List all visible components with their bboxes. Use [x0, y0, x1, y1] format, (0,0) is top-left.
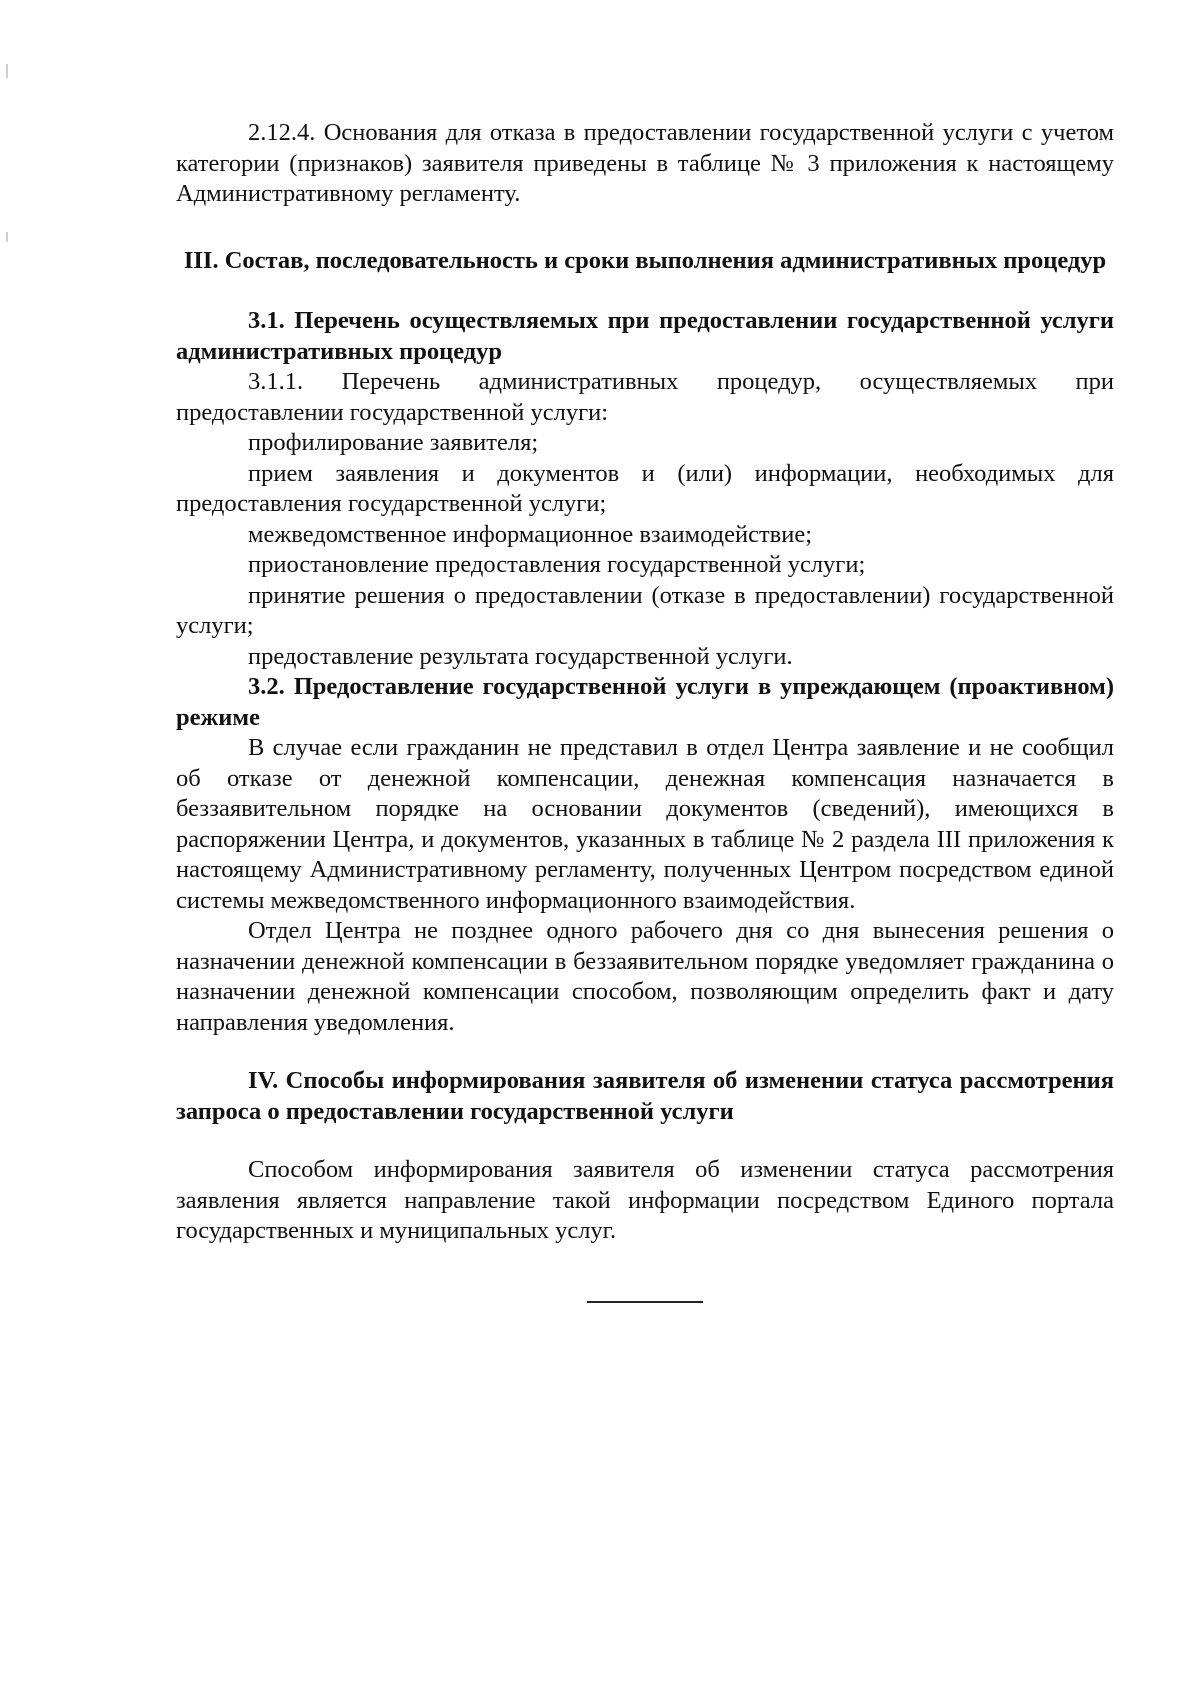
paragraph-3-2-b: Отдел Центра не позднее одного рабочего дня со дня вынесения решения о назначении денежной компенсации в беззаявительном порядке уведомляет гражданина о назначении денежной компенсации способом, позволяющим определить факт и дату направления уведомления. — [176, 917, 1114, 1036]
scan-margin-mark — [6, 232, 8, 242]
list-item: приостановление предоставления государственной услуги; — [248, 551, 866, 578]
paragraph-3-1-1: 3.1.1. Перечень административных процедур, осуществляемых при предоставлении государственной услуги: — [176, 368, 1114, 426]
section-4-title: IV. Способы информирования заявителя об изменении статуса рассмотрения запроса о предоставлении государственной услуги — [176, 1067, 1114, 1125]
list-item: межведомственное информационное взаимодействие; — [248, 520, 813, 548]
heading-3-2: 3.2. Предоставление государственной услуги в упреждающем (проактивном) режиме — [176, 673, 1114, 731]
heading-3-1: 3.1. Перечень осуществляемых при предоставлении государственной услуги административных процедур — [176, 307, 1114, 365]
end-rule — [587, 1301, 703, 1303]
list-item: принятие решения о предоставлении (отказе в предоставлении) государственной услуги; — [176, 581, 1114, 639]
list-item: профилирование заявителя; — [248, 429, 539, 456]
paragraph-2-12-4: 2.12.4. Основания для отказа в предоставлении государственной услуги с учетом категории (признаков) заявителя приведены в таблице № 3 приложения к настоящему Административному регламенту. — [176, 119, 1114, 207]
list-item: прием заявления и документов и (или) информации, необходимых для предоставления государственной услуги; — [176, 459, 1114, 517]
paragraph-4: Способом информирования заявителя об изменении статуса рассмотрения заявления является направление такой информации посредством Единого портала государственных и муниципальных услуг. — [176, 1156, 1114, 1244]
section-3-title: III. Состав, последовательность и сроки выполнения административных процедур — [183, 246, 1107, 274]
paragraph-3-2-a: В случае если гражданин не представил в отдел Центра заявление и не сообщил об отказе от денежной компенсации, денежная компенсация назначается в беззаявительном порядке на основании документов (сведений), имеющихся в распоряжении Центра, и документов, указанных в таблице № 2 раздела III приложения к настоящему Административному регламенту, полученных Центром посредством единой системы межведомственного информационного взаимодействия. — [176, 734, 1114, 914]
scan-margin-mark — [6, 64, 8, 78]
list-item: предоставление результата государственной услуги. — [248, 642, 793, 670]
document-body — [176, 118, 1114, 1303]
